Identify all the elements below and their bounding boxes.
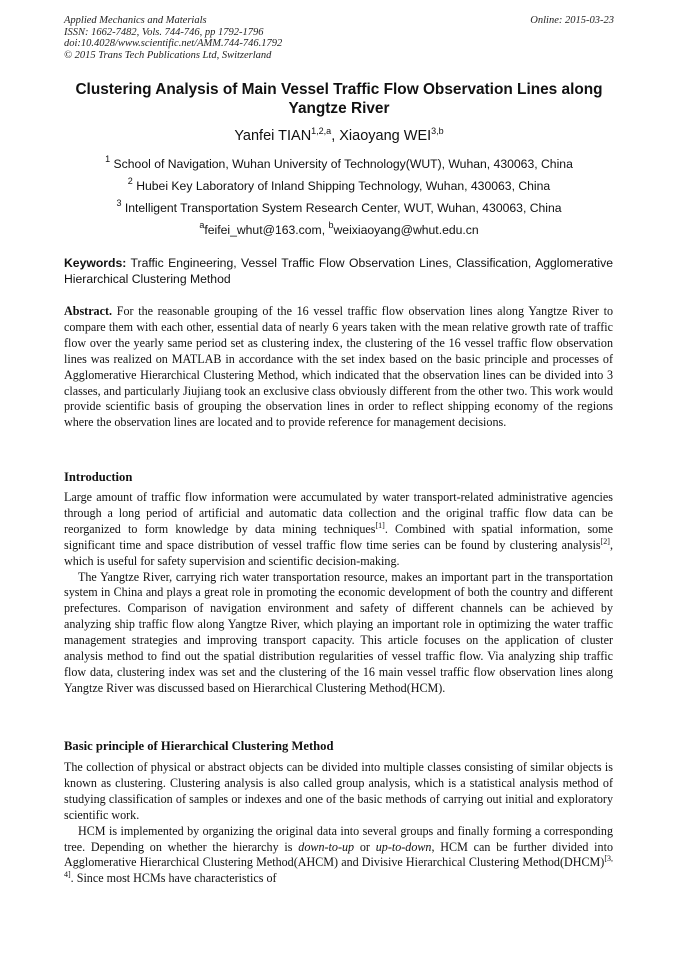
affil-marker: 2 xyxy=(127,176,133,186)
email-marker: b xyxy=(328,220,334,230)
paper-title: Clustering Analysis of Main Vessel Traffic Flow Observation Lines along Yangtze River xyxy=(75,81,603,117)
abstract-label: Abstract. xyxy=(64,304,113,318)
affil-text: Intelligent Transportation System Research Center, WUT, Wuhan, 430063, China xyxy=(121,201,562,215)
paragraph: HCM is implemented by organizing the original data into several groups and finally forming a corresponding tree. Depending on whether the hierarchy is down-to-up or up-to-down, HCM can be further divided into Agglomerative Hierarchical Clustering Method(AHCM) and Divisive Hierarchical Clustering Method(DHCM)[3, 4]. Since most HCMs have characteristics of xyxy=(64,823,613,886)
online-date: Online: 2015-03-23 xyxy=(530,15,614,26)
citation: [3, 4] xyxy=(64,854,613,880)
email-line xyxy=(0,220,678,237)
author-name: Yanfei TIAN xyxy=(234,128,312,144)
section-heading-basic-principle: Basic principle of Hierarchical Clustering Method xyxy=(64,739,334,753)
issn-line: ISSN: 1662-7482, Vols. 744-746, pp 1792-1796 xyxy=(64,26,264,38)
author-line xyxy=(0,128,678,144)
author-name: Xiaoyang WEI xyxy=(339,128,432,144)
abstract-text: For the reasonable grouping of the 16 vessel traffic flow observation lines along Yangtze River to compare them with each other, essential data of nearly 6 years taken with the mean relative growth rate of traffic flow over the yearly same period set as clustering index, the clustering of the 16 vessel traffic flow observation lines was realized on MATLAB in accordance with the set index based on the basic principle and processes of Agglomerative Hierarchical Clustering Method, which indicated that the observation lines can be divided into 3 classes, and particularly Jiujiang took an exclusive class obviously different from the other two. This work would provide scientific basis of grouping the observation lines in order to reflect shipping economy of the regions where the observation lines are located and to provide reference for management decisions. xyxy=(64,304,613,430)
abstract xyxy=(64,304,613,431)
affiliation-2 xyxy=(0,176,678,193)
email-address: weixiaoyang@whut.edu.cn xyxy=(333,223,479,237)
author-affil-marker: 3,b xyxy=(431,126,444,136)
keywords-label: Keywords: xyxy=(64,256,127,270)
doi-line: doi:10.4028/www.scientific.net/AMM.744-746.1792 xyxy=(64,38,283,50)
affil-text: Hubei Key Laboratory of Inland Shipping Technology, Wuhan, 430063, China xyxy=(132,179,551,193)
paragraph: The Yangtze River, carrying rich water transportation resource, makes an important part in the transportation system in China and plays a great role in promoting the economic development of both the country and different prefectures. Comparison of navigation environment and safety of different channels can be achieved by analyzing ship traffic flow along Yangtze River, which playing an important role in optimizing the water traffic management strategies and improving transport capacity. This article focuses on the application of cluster analysis method to find out the spatial distribution regularities of vessel traffic flow. Via analyzing ship traffic flow data, clustering index was set and the clustering of the 16 main vessel traffic flow observation lines along Yangtze River was discussed based on Hierarchical Clustering Method(HCM). xyxy=(64,569,613,695)
affiliation-1 xyxy=(0,154,678,171)
citation: [2] xyxy=(600,536,610,546)
introduction-body xyxy=(64,490,613,697)
paragraph: Large amount of traffic flow information were accumulated by water transport-related administrative agencies through a long period of artificial and automatic data collection and the original traffic flow data can be reorganized to form knowledge by data mining techniques[1]. Combined with spatial information, some significant time and space distribution of vessel traffic flow time series can be found by clustering analysis[2], which is useful for safety supervision and scientific decision-making. xyxy=(64,490,613,568)
keywords xyxy=(64,256,613,287)
affil-marker: 1 xyxy=(105,154,111,164)
paragraph: The collection of physical or abstract objects can be divided into multiple classes consisting of similar objects is known as clustering. Clustering analysis is also called group analysis, which is a statistical analysis method of studying classification of samples or indexes and one of the basic methods of carrying out initial and exploratory scientific work. xyxy=(64,760,613,822)
email-address: feifei_whut@163.com, xyxy=(204,223,329,237)
author-affil-marker: 1,2,a xyxy=(311,126,332,136)
journal-header xyxy=(64,15,282,61)
affil-text: School of Navigation, Wuhan University of Technology(WUT), Wuhan, 430063, China xyxy=(110,157,573,171)
copyright-line: © 2015 Trans Tech Publications Ltd, Switzerland xyxy=(64,49,272,61)
email-marker: a xyxy=(199,220,205,230)
affil-marker: 3 xyxy=(116,198,122,208)
citation: [1] xyxy=(375,520,385,530)
author-separator: , xyxy=(331,128,340,144)
section-heading-introduction: Introduction xyxy=(64,470,133,484)
basic-principle-body xyxy=(64,760,613,887)
keywords-text: Traffic Engineering, Vessel Traffic Flow Observation Lines, Classification, Agglomerative Hierarchical Clustering Method xyxy=(64,256,613,286)
journal-name: Applied Mechanics and Materials xyxy=(64,15,207,26)
affiliation-3 xyxy=(0,198,678,215)
